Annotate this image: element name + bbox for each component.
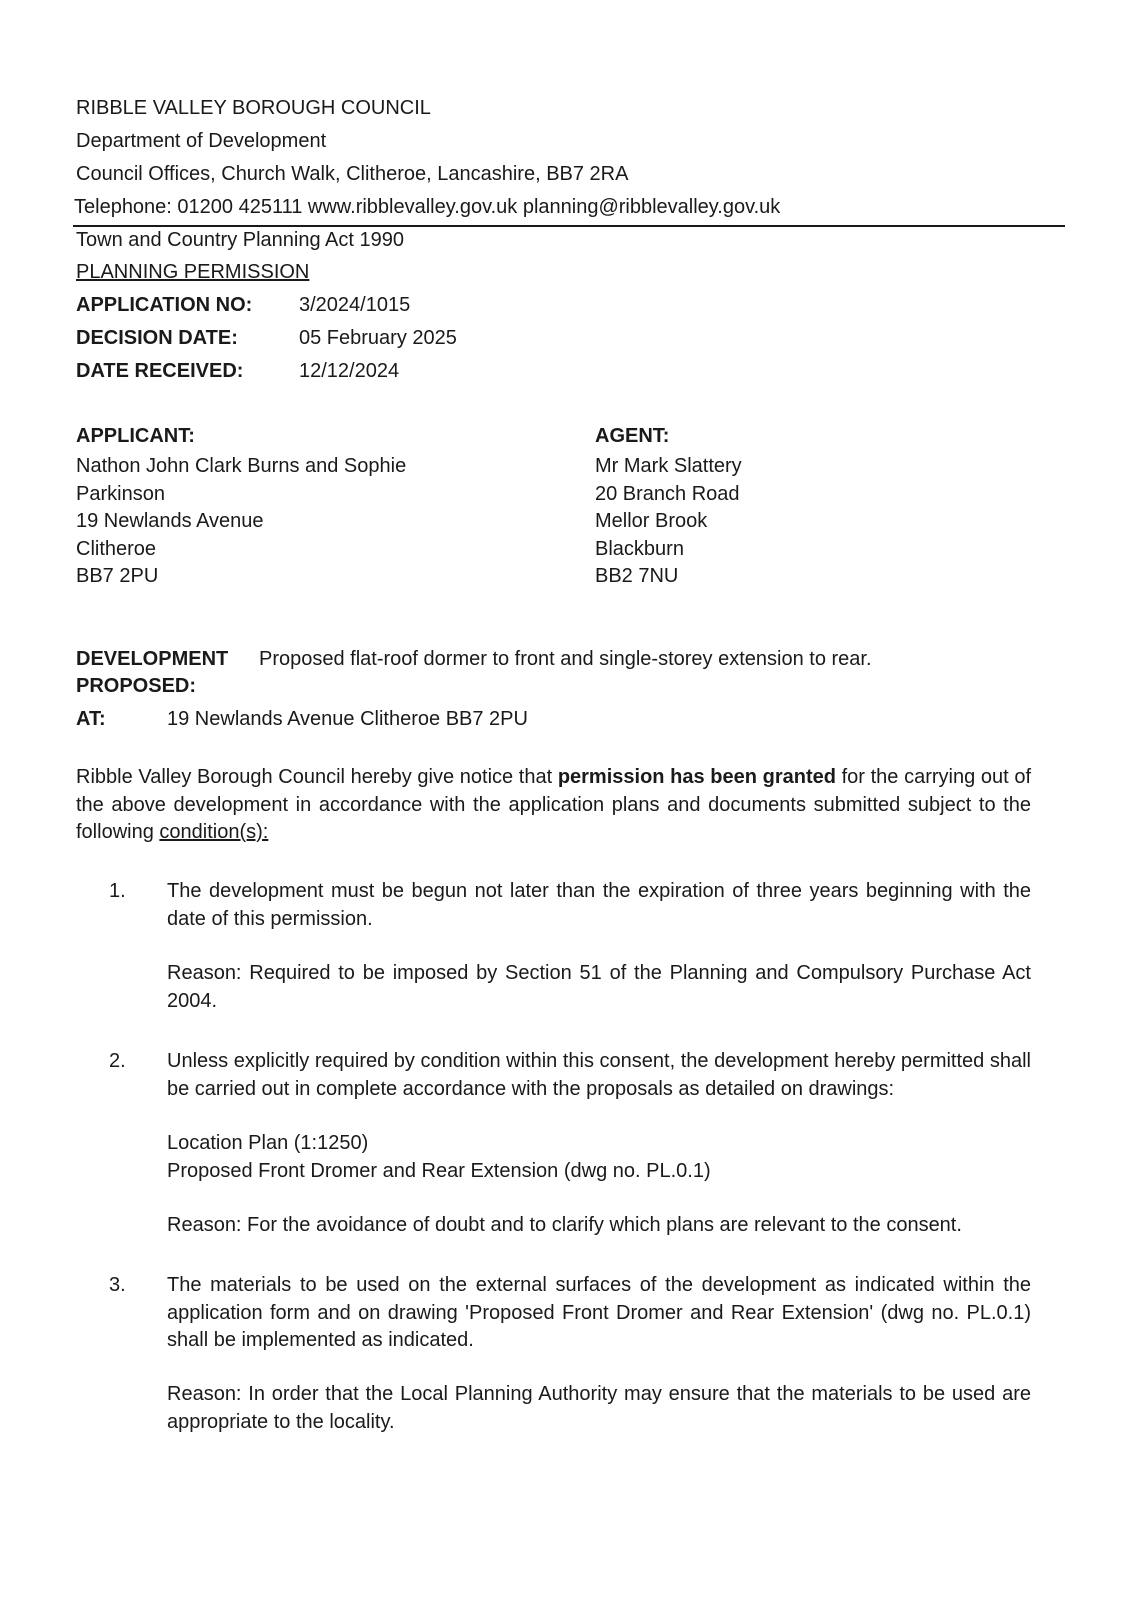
condition-number: 3. bbox=[109, 1274, 126, 1296]
drawing-item: Location Plan (1:1250) bbox=[167, 1132, 369, 1154]
applicant-line: 19 Newlands Avenue bbox=[76, 510, 264, 532]
condition-reason: Reason: For the avoidance of doubt and to clarify which plans are relevant to the consent. bbox=[167, 1214, 962, 1236]
condition-text: The materials to be used on the external surfaces of the development as indicated within the application form and on drawing 'Proposed Front Dromer and Rear Extension' (dwg no. PL.0.1) shall be implemented as indicated. bbox=[167, 1274, 1031, 1351]
agent-label: AGENT: bbox=[595, 425, 670, 447]
agent-line: Mr Mark Slattery bbox=[595, 455, 742, 477]
council-name: RIBBLE VALLEY BOROUGH COUNCIL bbox=[76, 97, 431, 119]
condition-reason: Reason: Required to be imposed by Section 51 of the Planning and Compulsory Purchase Act 2004. bbox=[167, 962, 1031, 1012]
agent-address bbox=[595, 453, 742, 591]
council-address: Council Offices, Church Walk, Clitheroe, Lancashire, BB7 2RA bbox=[76, 163, 629, 185]
grant-notice bbox=[76, 764, 1031, 847]
notice-granted-text: permission has been granted bbox=[557, 766, 836, 788]
decision-date-value: 05 February 2025 bbox=[299, 327, 457, 349]
drawing-item: Proposed Front Dromer and Rear Extension (dwg no. PL.0.1) bbox=[167, 1159, 711, 1182]
application-no-label: APPLICATION NO: bbox=[76, 294, 253, 316]
condition-text: Unless explicitly required by condition within this consent, the development hereby permitted shall be carried out in complete accordance with the proposals as detailed on drawings: bbox=[167, 1050, 1031, 1100]
agent-line: BB2 7NU bbox=[595, 565, 679, 587]
notice-text: Ribble Valley Borough Council hereby give notice that bbox=[76, 766, 558, 788]
date-received-label: DATE RECEIVED: bbox=[76, 360, 244, 382]
document-type: PLANNING PERMISSION bbox=[76, 261, 310, 283]
header-divider bbox=[73, 225, 1065, 227]
site-address: 19 Newlands Avenue Clitheroe BB7 2PU bbox=[167, 708, 528, 730]
agent-line: Mellor Brook bbox=[595, 510, 708, 532]
site-label: AT: bbox=[76, 708, 106, 730]
applicant-address bbox=[76, 453, 406, 591]
decision-date-label: DECISION DATE: bbox=[76, 327, 238, 349]
development-label-line1: DEVELOPMENT bbox=[76, 648, 229, 670]
department-name: Department of Development bbox=[76, 130, 327, 152]
applicant-line: BB7 2PU bbox=[76, 565, 159, 587]
condition-reason: Reason: In order that the Local Planning Authority may ensure that the materials to be used are appropriate to the locality. bbox=[167, 1383, 1031, 1433]
applicant-label: APPLICANT: bbox=[76, 425, 195, 447]
agent-line: Blackburn bbox=[595, 537, 684, 560]
drawings-list bbox=[167, 1130, 711, 1185]
development-label-line2: PROPOSED: bbox=[76, 675, 197, 697]
agent-line: 20 Branch Road bbox=[595, 482, 740, 505]
condition-number: 1. bbox=[109, 880, 126, 902]
applicant-line: Parkinson bbox=[76, 482, 165, 505]
condition-text: The development must be begun not later than the expiration of three years beginning with the date of this permission. bbox=[167, 880, 1031, 930]
contact-line: Telephone: 01200 425111 www.ribblevalley.gov.uk planning@ribblevalley.gov.uk bbox=[74, 196, 781, 218]
development-description: Proposed flat-roof dormer to front and single-storey extension to rear. bbox=[259, 648, 872, 670]
applicant-line: Clitheroe bbox=[76, 537, 157, 560]
act-title: Town and Country Planning Act 1990 bbox=[76, 229, 404, 251]
notice-text: for the carrying out of the above development in accordance with the application plans and documents submitted subject to the following bbox=[76, 766, 1031, 843]
application-no-value: 3/2024/1015 bbox=[299, 294, 411, 316]
notice-conditions-text: condition(s): bbox=[159, 821, 269, 843]
date-received-value: 12/12/2024 bbox=[299, 360, 400, 382]
condition-number: 2. bbox=[109, 1050, 126, 1072]
applicant-line: Nathon John Clark Burns and Sophie bbox=[76, 455, 407, 477]
